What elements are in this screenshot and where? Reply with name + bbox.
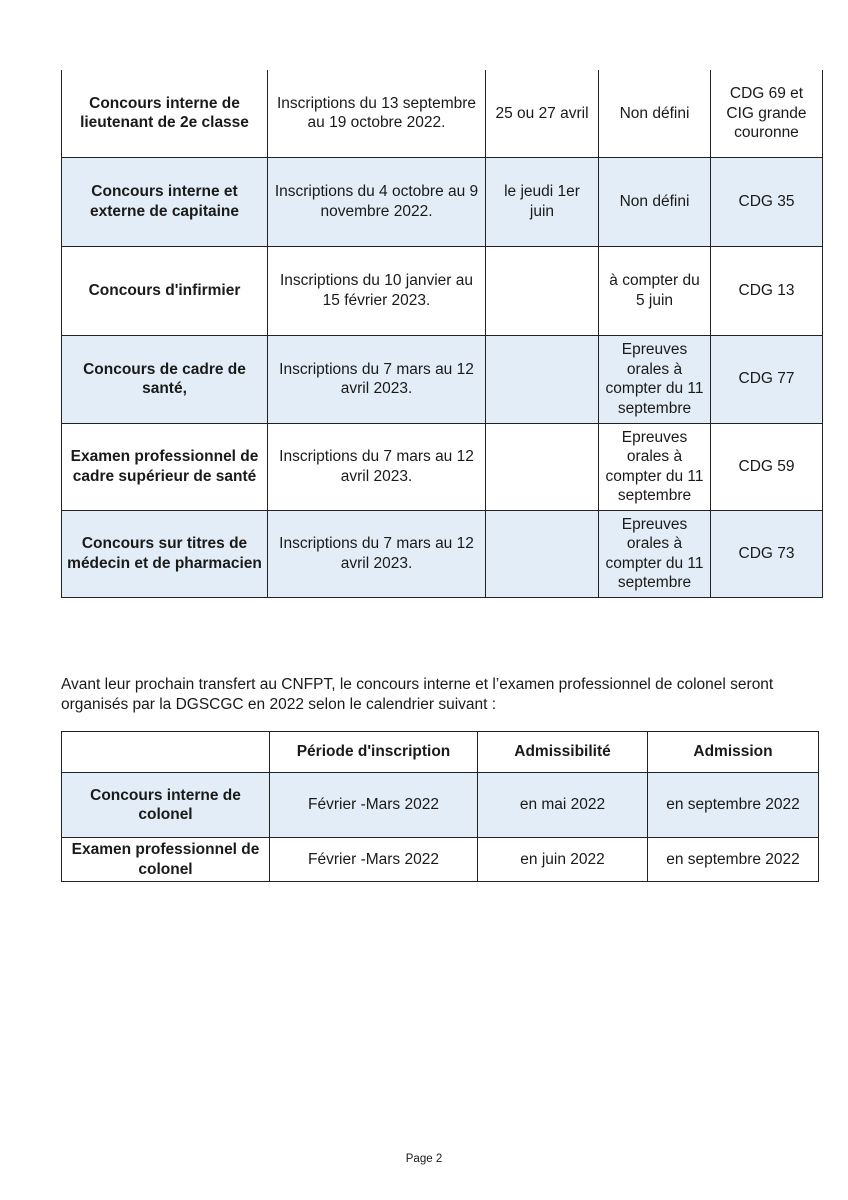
concours-name: Concours d'infirmier bbox=[62, 246, 268, 335]
periode-inscription: Février -Mars 2022 bbox=[270, 773, 478, 838]
concours-name: Concours de cadre de santé, bbox=[62, 335, 268, 423]
table-row bbox=[62, 510, 823, 597]
inscription-period: Inscriptions du 10 janvier au 15 février 2023. bbox=[268, 246, 486, 335]
table-row bbox=[62, 773, 819, 838]
admission: en septembre 2022 bbox=[648, 838, 819, 882]
inscription-period: Inscriptions du 4 octobre au 9 novembre 2022. bbox=[268, 157, 486, 246]
organisateur: CDG 35 bbox=[711, 157, 823, 246]
colonel-calendar-table bbox=[61, 731, 819, 882]
admissibilite: en juin 2022 bbox=[478, 838, 648, 882]
organisateur: CDG 73 bbox=[711, 510, 823, 597]
header-periode: Période d'inscription bbox=[270, 732, 478, 773]
organisateur: CDG 77 bbox=[711, 335, 823, 423]
inscription-period: Inscriptions du 7 mars au 12 avril 2023. bbox=[268, 423, 486, 510]
epreuves-info: Epreuves orales à compter du 11 septembre bbox=[599, 423, 711, 510]
inscription-period: Inscriptions du 7 mars au 12 avril 2023. bbox=[268, 510, 486, 597]
exam-date bbox=[486, 510, 599, 597]
header-admissibilite: Admissibilité bbox=[478, 732, 648, 773]
organisateur: CDG 59 bbox=[711, 423, 823, 510]
exam-name: Concours interne de colonel bbox=[62, 773, 270, 838]
admissibilite: en mai 2022 bbox=[478, 773, 648, 838]
exam-date bbox=[486, 246, 599, 335]
exam-date: 25 ou 27 avril bbox=[486, 70, 599, 157]
organisateur: CDG 13 bbox=[711, 246, 823, 335]
concours-name: Examen professionnel de cadre supérieur de santé bbox=[62, 423, 268, 510]
exam-name: Examen professionnel de colonel bbox=[62, 838, 270, 882]
epreuves-info: à compter du 5 juin bbox=[599, 246, 711, 335]
table-row bbox=[62, 838, 819, 882]
organisateur: CDG 69 et CIG grande couronne bbox=[711, 70, 823, 157]
exam-date bbox=[486, 335, 599, 423]
exam-date bbox=[486, 423, 599, 510]
exam-date: le jeudi 1er juin bbox=[486, 157, 599, 246]
concours-calendar-table bbox=[61, 70, 823, 598]
epreuves-info: Epreuves orales à compter du 11 septembre bbox=[599, 335, 711, 423]
page-number: Page 2 bbox=[405, 1153, 443, 1165]
concours-name: Concours interne et externe de capitaine bbox=[62, 157, 268, 246]
table-header-row bbox=[62, 732, 819, 773]
header-blank bbox=[62, 732, 270, 773]
epreuves-info: Non défini bbox=[599, 70, 711, 157]
intro-paragraph: Avant leur prochain transfert au CNFPT, le concours interne et l’examen professionnel de colonel seront organisés par la DGSCGC en 2022 selon le calendrier suivant : bbox=[61, 676, 774, 713]
concours-name: Concours sur titres de médecin et de pharmacien bbox=[62, 510, 268, 597]
table-row bbox=[62, 157, 823, 246]
epreuves-info: Non défini bbox=[599, 157, 711, 246]
table-row bbox=[62, 423, 823, 510]
periode-inscription: Février -Mars 2022 bbox=[270, 838, 478, 882]
concours-name: Concours interne de lieutenant de 2e classe bbox=[62, 70, 268, 157]
inscription-period: Inscriptions du 13 septembre au 19 octobre 2022. bbox=[268, 70, 486, 157]
table-row bbox=[62, 246, 823, 335]
table-row bbox=[62, 70, 823, 157]
admission: en septembre 2022 bbox=[648, 773, 819, 838]
table-row bbox=[62, 335, 823, 423]
header-admission: Admission bbox=[648, 732, 819, 773]
epreuves-info: Epreuves orales à compter du 11 septembre bbox=[599, 510, 711, 597]
inscription-period: Inscriptions du 7 mars au 12 avril 2023. bbox=[268, 335, 486, 423]
